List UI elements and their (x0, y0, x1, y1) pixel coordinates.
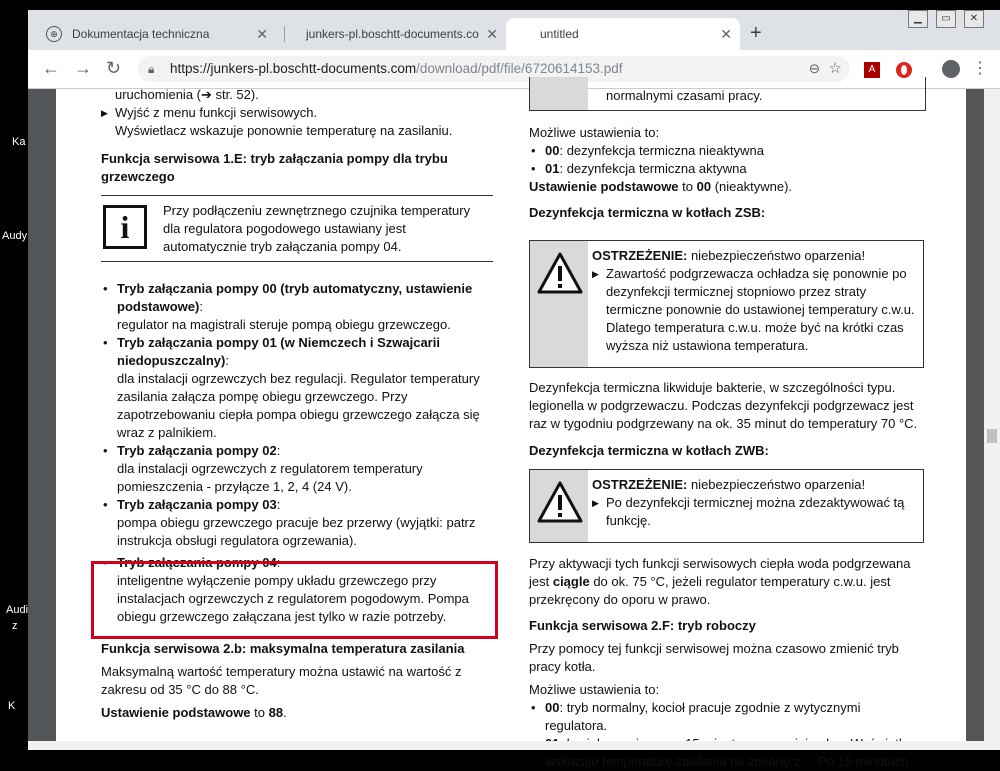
list-item-title-end: : (225, 353, 229, 368)
section-heading: Funkcja serwisowa 2.b: maksymalna temperatura zasilania (101, 641, 465, 656)
tab-favicon-icon: ⊕ (46, 26, 62, 42)
profile-avatar-icon[interactable] (942, 60, 960, 78)
warning-triangle-icon (536, 480, 584, 524)
zoom-icon[interactable]: ⊖ (808, 61, 820, 76)
section-heading: Funkcja serwisowa 2.F: tryb roboczy (529, 618, 756, 633)
list-item-text: inteligentne wyłączenie pompy układu grzewczego przy instalacjach ogrzewczych z regulatorem pogodowym. Pompa obiegu grzewczego załączana jest tylko w razie potrzeby. (117, 573, 469, 624)
option-code: 00 (545, 143, 560, 158)
basic-setting-label: Ustawienie podstawowe (101, 705, 251, 720)
paragraph: Przy pomocy tej funkcji serwisowej można czasowo zmienić tryb pracy kotła. (529, 641, 899, 674)
option-text: wskazuje temperaturę zasilania na zmianę z ... Po 15 minutach (545, 754, 909, 769)
back-icon[interactable]: ← (42, 58, 60, 78)
basic-setting-value: 00 (696, 179, 712, 194)
bookmark-star-icon[interactable]: ☆ (828, 60, 842, 77)
warning-item: ▶ Po dezynfekcji termicznej można zdezaktywować tą funkcję. (592, 494, 917, 530)
opera-extension-icon[interactable] (896, 62, 912, 78)
tab-label: Dokumentacja techniczna (72, 27, 210, 41)
basic-setting-end: . (283, 705, 287, 720)
info-text: Przy podłączeniu zewnętrznego czujnika temperatury dla regulatora pogodowego ustawiany jest automatycznie tryb załączania pompy 04. (163, 203, 471, 254)
section-heading: Dezynfekcja termiczna w kotłach ZSB: (529, 205, 766, 220)
basic-setting-value: 88 (268, 705, 284, 720)
tab-bar (28, 10, 1000, 50)
acrobat-extension-icon[interactable]: A (864, 62, 880, 78)
text-line: normalnymi czasami pracy. (606, 88, 763, 103)
list-item (529, 160, 924, 178)
warning-title: OSTRZEŻENIE: (592, 477, 688, 492)
list-item (529, 142, 924, 160)
desktop-label: Audy (2, 230, 28, 242)
section-heading: Funkcja serwisowa 1.E: tryb załączania pompy dla trybu grzewczego (101, 151, 448, 184)
list-item (101, 334, 493, 442)
info-box (101, 196, 493, 261)
pdf-viewer (28, 87, 1000, 769)
new-tab-button[interactable]: + (750, 22, 762, 44)
divider (101, 261, 493, 262)
browser-window (28, 10, 1000, 769)
highlight-box (91, 561, 498, 639)
paragraph: Dezynfekcja termiczna likwiduje bakterie, w szczególności typu. legionella w podgrzewaczu. Podczas dezynfekcji podgrzewacz jest raz w tygodniu podgrzewany na ok. 35 minut do temperatury 70 °C. (529, 380, 918, 431)
basic-setting-mid: to (250, 705, 269, 720)
text-line: uruchomienia (➔ str. 52). (115, 87, 259, 102)
info-icon: i (103, 205, 147, 249)
text-span-bold: ciągle (552, 574, 590, 589)
list-item-title-end: : (276, 555, 281, 570)
tab-separator (284, 26, 285, 42)
warning-item: ▶ Zawartość podgrzewacza ochładza się ponownie po dezynfekcji termicznej stopniowo przez straty termiczne ponownie do ustawionej temperatury c.w.u. Dlatego temperatura c.w.u. może być na krótki czas wyższa niż ustawiona temperatura. (592, 265, 917, 355)
list-item-title: Tryb załączania pompy 02 (117, 443, 277, 458)
section-heading: Dezynfekcja termiczna w kotłach ZWB: (529, 443, 769, 458)
option-text: : dezynfekcja termiczna aktywna (559, 161, 747, 176)
desktop-label: Ka (12, 136, 26, 148)
list-item-text: pompa obiegu grzewczego pracuje bez przerwy (wyjątki: patrz instrukcja obsługi regulatora ogrzewania). (117, 515, 476, 548)
option-code: 01 (545, 161, 560, 176)
list-item-title-end: : (276, 443, 281, 458)
text-span: Przy aktywacji tych funkcji serwisowych ciepła woda podgrzewana jest (529, 556, 911, 589)
close-window-button[interactable]: ✕ (964, 10, 984, 28)
tab-label: untitled (540, 27, 579, 41)
basic-setting-mid: to (678, 179, 697, 194)
desktop-label: Audi (6, 604, 29, 616)
warning-text (592, 241, 923, 361)
pdf-page (56, 87, 966, 769)
option-text: : tryb normalny, kocioł pracuje zgodnie z wytycznymi regulatora. (545, 700, 861, 733)
url-host: https://junkers-pl.boschtt-documents.com (170, 61, 417, 76)
desktop-label: K (8, 700, 16, 712)
horizontal-scrollbar[interactable] (28, 741, 984, 750)
vertical-scrollbar[interactable] (984, 89, 1000, 750)
list-item (101, 280, 493, 334)
list-item-text: dla instalacji ogrzewczych bez regulacji. Regulator temperatury zasilania załącza pompę obiegu grzewczego. Przy zapotrzebowaniu ciepła pompa obiegu grzewczego załącza się wraz z palnikiem. (117, 371, 480, 440)
tab-junkers[interactable] (290, 18, 506, 50)
warning-triangle-icon (536, 251, 584, 295)
text-line: Wyświetlacz wskazuje ponownie temperaturę na zasilaniu. (115, 123, 453, 138)
tab-untitled[interactable] (506, 18, 740, 50)
basic-setting-end: (nieaktywne). (711, 179, 793, 194)
lock-icon: 🔒︎ (148, 62, 155, 76)
option-text: : dezynfekcja termiczna nieaktywna (559, 143, 764, 158)
paragraph (529, 555, 924, 609)
basic-setting (101, 704, 493, 722)
forward-icon[interactable]: → (74, 58, 92, 78)
list-item-title: Tryb załączania pompy 01 (w Niemczech i Szwajcarii niedopuszczalny) (117, 335, 440, 368)
paragraph: Możliwe ustawienia to: (529, 125, 660, 140)
reload-icon[interactable]: ↻ (106, 58, 122, 78)
list-item-title: Tryb załączania pompy 04 (117, 555, 277, 570)
option-code: 00 (545, 700, 560, 715)
tab-close-icon[interactable]: ✕ (486, 26, 498, 42)
list-item-text: regulator na magistrali steruje pompą obiegu grzewczego. (117, 317, 451, 332)
warning-title-text: niebezpieczeństwo oparzenia! (687, 477, 866, 492)
list-item-title-end: : (199, 299, 203, 314)
desktop-label: z (12, 620, 18, 632)
arrow-item: ▶ Wyjść z menu funkcji serwisowych. (101, 104, 493, 122)
warning-title-text: niebezpieczeństwo oparzenia! (687, 248, 866, 263)
tab-dokumentacja[interactable] (36, 18, 276, 50)
list-item (529, 699, 924, 735)
list-item-title: Tryb załączania pompy 00 (tryb automatyczny, ustawienie podstawowe) (117, 281, 473, 314)
warning-box (529, 469, 924, 543)
list-item (101, 442, 493, 496)
paragraph: Możliwe ustawienia to: (529, 682, 660, 697)
tab-label: junkers-pl.boschtt-documents.co (306, 27, 479, 41)
list-item-title: Tryb załączania pompy 03 (117, 497, 277, 512)
basic-setting (529, 178, 924, 196)
minimize-button[interactable]: ▁ (908, 10, 928, 28)
warning-side (530, 77, 588, 110)
warning-box (529, 240, 924, 368)
tab-close-icon[interactable]: ✕ (256, 26, 268, 42)
tab-close-icon[interactable]: ✕ (720, 26, 732, 42)
list-item-title-end: : (276, 497, 281, 512)
scrollbar-thumb[interactable] (987, 429, 997, 443)
list-item-text: dla instalacji ogrzewczych z regulatorem temperatury pomieszczenia - przyłącze 1, 2, 4 (24 V). (117, 461, 423, 494)
menu-dots-icon[interactable]: ⋮ (972, 60, 988, 77)
basic-setting-label: Ustawienie podstawowe (529, 179, 679, 194)
maximize-button[interactable]: ▭ (936, 10, 956, 28)
paragraph: Maksymalną wartość temperatury można ustawić na wartość z zakresu od 35 °C do 88 °C. (101, 664, 462, 697)
url-path: /download/pdf/file/6720614153.pdf (416, 61, 623, 76)
text-span: do ok. 75 °C, jeżeli regulator temperatury c.w.u. jest przekręcony do oporu w prawo. (529, 574, 891, 607)
warning-title: OSTRZEŻENIE: (592, 248, 688, 263)
list-item (101, 496, 493, 550)
warning-text (592, 470, 923, 536)
